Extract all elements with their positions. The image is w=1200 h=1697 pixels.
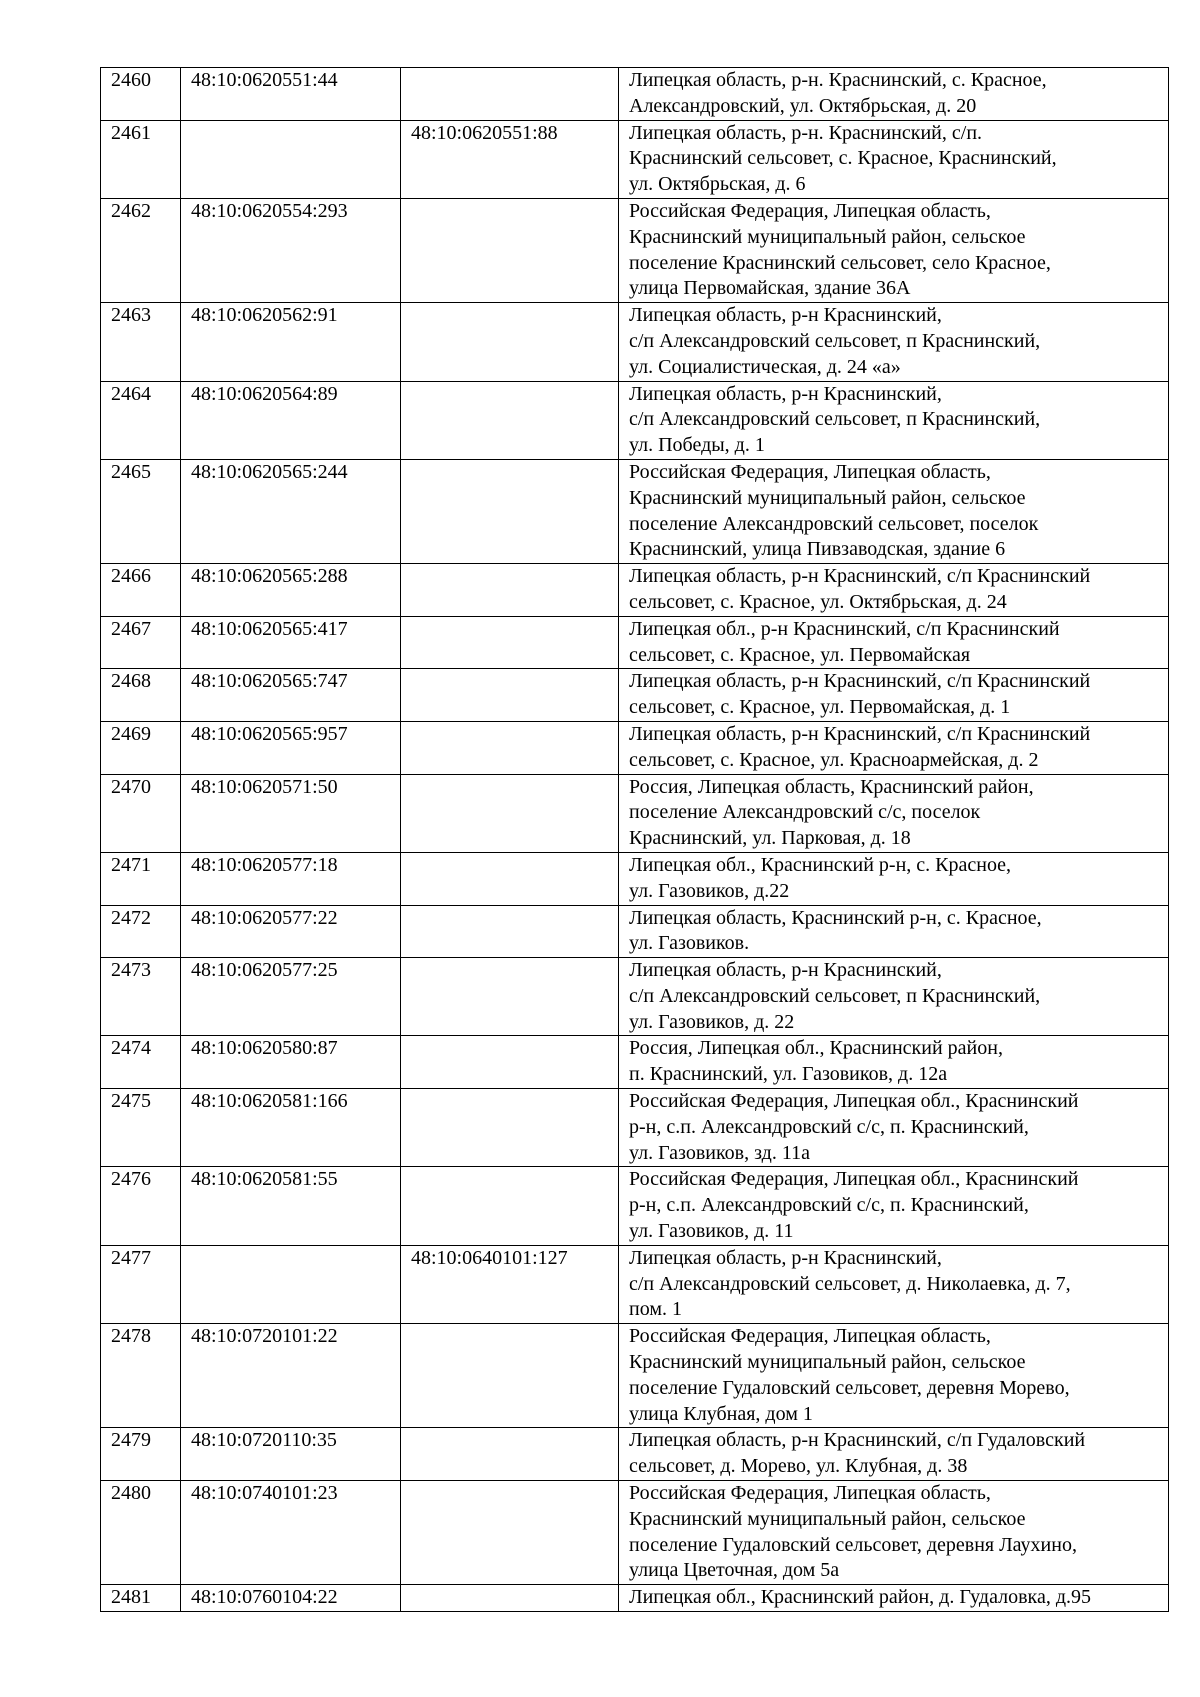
table-row [101,381,1169,459]
registry-table [100,67,1169,1612]
address-cell: Липецкая обл., Краснинский р-н, с. Красное, ул. Газовиков, д.22 [619,852,1169,905]
row-number-cell: 2481 [101,1585,181,1612]
cadastral-number-cell: 48:10:0720110:35 [181,1428,401,1481]
address-cell: Российская Федерация, Липецкая обл., Краснинский р-н, с.п. Александровский с/с, п. Краснинский, ул. Газовиков, зд. 11а [619,1089,1169,1167]
cadastral-number-cell: 48:10:0740101:23 [181,1481,401,1585]
table-row [101,669,1169,722]
row-number-cell: 2461 [101,120,181,198]
address-cell: Липецкая область, р-н Краснинский, с/п Александровский сельсовет, п Краснинский, ул. Социалистическая, д. 24 «а» [619,303,1169,381]
building-cadastral-number-cell [401,905,619,958]
table-row [101,958,1169,1036]
address-cell: Россия, Липецкая обл., Краснинский район, п. Краснинский, ул. Газовиков, д. 12а [619,1036,1169,1089]
building-cadastral-number-cell: 48:10:0640101:127 [401,1245,619,1323]
row-number-cell: 2469 [101,721,181,774]
row-number-cell: 2466 [101,564,181,617]
table-row [101,198,1169,302]
building-cadastral-number-cell [401,459,619,563]
row-number-cell: 2462 [101,198,181,302]
building-cadastral-number-cell [401,721,619,774]
address-cell: Липецкая обл., Краснинский район, д. Гудаловка, д.95 [619,1585,1169,1612]
cadastral-number-cell: 48:10:0620554:293 [181,198,401,302]
row-number-cell: 2472 [101,905,181,958]
row-number-cell: 2463 [101,303,181,381]
building-cadastral-number-cell [401,1089,619,1167]
row-number-cell: 2460 [101,68,181,121]
building-cadastral-number-cell [401,1167,619,1245]
cadastral-number-cell: 48:10:0620581:166 [181,1089,401,1167]
address-cell: Российская Федерация, Липецкая обл., Краснинский р-н, с.п. Александровский с/с, п. Краснинский, ул. Газовиков, д. 11 [619,1167,1169,1245]
building-cadastral-number-cell [401,68,619,121]
cadastral-number-cell [181,120,401,198]
row-number-cell: 2480 [101,1481,181,1585]
table-row [101,303,1169,381]
cadastral-number-cell: 48:10:0720101:22 [181,1324,401,1428]
table-row [101,459,1169,563]
table-row [101,120,1169,198]
address-cell: Липецкая область, Краснинский р-н, с. Красное, ул. Газовиков. [619,905,1169,958]
building-cadastral-number-cell [401,381,619,459]
building-cadastral-number-cell [401,198,619,302]
cadastral-number-cell: 48:10:0760104:22 [181,1585,401,1612]
address-cell: Липецкая область, р-н. Краснинский, с/п. Краснинский сельсовет, с. Красное, Краснинский, ул. Октябрьская, д. 6 [619,120,1169,198]
row-number-cell: 2468 [101,669,181,722]
building-cadastral-number-cell [401,616,619,669]
cadastral-number-cell [181,1245,401,1323]
table-row [101,68,1169,121]
table-row [101,1167,1169,1245]
building-cadastral-number-cell: 48:10:0620551:88 [401,120,619,198]
building-cadastral-number-cell [401,669,619,722]
building-cadastral-number-cell [401,303,619,381]
address-cell: Липецкая область, р-н Краснинский, с/п Гудаловский сельсовет, д. Морево, ул. Клубная, д. 38 [619,1428,1169,1481]
address-cell: Российская Федерация, Липецкая область, Краснинский муниципальный район, сельское поселение Александровский сельсовет, поселок Краснинский, улица Пивзаводская, здание 6 [619,459,1169,563]
table-row [101,905,1169,958]
cadastral-number-cell: 48:10:0620565:244 [181,459,401,563]
cadastral-number-cell: 48:10:0620564:89 [181,381,401,459]
cadastral-number-cell: 48:10:0620565:417 [181,616,401,669]
row-number-cell: 2477 [101,1245,181,1323]
address-cell: Российская Федерация, Липецкая область, Краснинский муниципальный район, сельское поселение Краснинский сельсовет, село Красное, улица Первомайская, здание 36А [619,198,1169,302]
building-cadastral-number-cell [401,852,619,905]
cadastral-number-cell: 48:10:0620565:747 [181,669,401,722]
table-row [101,616,1169,669]
row-number-cell: 2467 [101,616,181,669]
cadastral-number-cell: 48:10:0620565:957 [181,721,401,774]
address-cell: Россия, Липецкая область, Краснинский район, поселение Александровский с/с, поселок Краснинский, ул. Парковая, д. 18 [619,774,1169,852]
row-number-cell: 2474 [101,1036,181,1089]
address-cell: Липецкая область, р-н Краснинский, с/п Александровский сельсовет, п Краснинский, ул. Газовиков, д. 22 [619,958,1169,1036]
table-row [101,1089,1169,1167]
building-cadastral-number-cell [401,1428,619,1481]
cadastral-number-cell: 48:10:0620577:18 [181,852,401,905]
address-cell: Липецкая область, р-н Краснинский, с/п Краснинский сельсовет, с. Красное, ул. Октябрьская, д. 24 [619,564,1169,617]
address-cell: Липецкая область, р-н Краснинский, с/п Краснинский сельсовет, с. Красное, ул. Первомайская, д. 1 [619,669,1169,722]
row-number-cell: 2479 [101,1428,181,1481]
building-cadastral-number-cell [401,774,619,852]
table-row [101,1245,1169,1323]
building-cadastral-number-cell [401,1481,619,1585]
table-row [101,1585,1169,1612]
table-row [101,1324,1169,1428]
row-number-cell: 2464 [101,381,181,459]
table-row [101,1428,1169,1481]
address-cell: Липецкая область, р-н Краснинский, с/п Александровский сельсовет, п Краснинский, ул. Победы, д. 1 [619,381,1169,459]
address-cell: Российская Федерация, Липецкая область, Краснинский муниципальный район, сельское поселение Гудаловский сельсовет, деревня Морево, улица Клубная, дом 1 [619,1324,1169,1428]
row-number-cell: 2476 [101,1167,181,1245]
address-cell: Липецкая область, р-н Краснинский, с/п Александровский сельсовет, д. Николаевка, д. 7, пом. 1 [619,1245,1169,1323]
table-row [101,1481,1169,1585]
address-cell: Липецкая обл., р-н Краснинский, с/п Краснинский сельсовет, с. Красное, ул. Первомайская [619,616,1169,669]
table-row [101,1036,1169,1089]
cadastral-number-cell: 48:10:0620577:22 [181,905,401,958]
row-number-cell: 2470 [101,774,181,852]
address-cell: Российская Федерация, Липецкая область, Краснинский муниципальный район, сельское поселение Гудаловский сельсовет, деревня Лаухино, улица Цветочная, дом 5а [619,1481,1169,1585]
building-cadastral-number-cell [401,564,619,617]
cadastral-number-cell: 48:10:0620581:55 [181,1167,401,1245]
building-cadastral-number-cell [401,1036,619,1089]
table-row [101,721,1169,774]
building-cadastral-number-cell [401,1324,619,1428]
registry-table-body [101,68,1169,1612]
cadastral-number-cell: 48:10:0620580:87 [181,1036,401,1089]
address-cell: Липецкая область, р-н Краснинский, с/п Краснинский сельсовет, с. Красное, ул. Красноармейская, д. 2 [619,721,1169,774]
address-cell: Липецкая область, р-н. Краснинский, с. Красное, Александровский, ул. Октябрьская, д. 20 [619,68,1169,121]
table-row [101,852,1169,905]
cadastral-number-cell: 48:10:0620551:44 [181,68,401,121]
building-cadastral-number-cell [401,1585,619,1612]
building-cadastral-number-cell [401,958,619,1036]
row-number-cell: 2471 [101,852,181,905]
row-number-cell: 2475 [101,1089,181,1167]
cadastral-number-cell: 48:10:0620565:288 [181,564,401,617]
table-row [101,774,1169,852]
table-row [101,564,1169,617]
row-number-cell: 2478 [101,1324,181,1428]
row-number-cell: 2465 [101,459,181,563]
cadastral-number-cell: 48:10:0620571:50 [181,774,401,852]
cadastral-number-cell: 48:10:0620562:91 [181,303,401,381]
row-number-cell: 2473 [101,958,181,1036]
cadastral-number-cell: 48:10:0620577:25 [181,958,401,1036]
